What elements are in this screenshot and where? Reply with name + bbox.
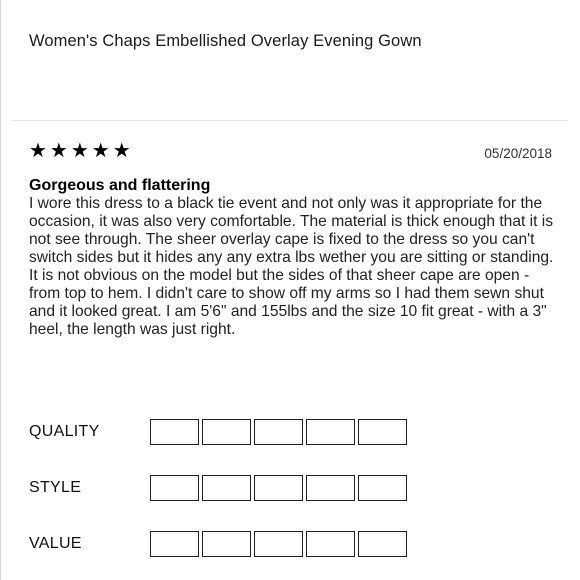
- review-body: I wore this dress to a black tie event and not only was it appropriate for the occasion, it was also very comfortable. The material is thick enough that it is not see through. The sheer overlay cape is fixed to the dress so you can't switch sides but it hides any any extra lbs wether you are sitting or standing. It is not obvious on the model but the sides of that sheer cape are open - from top to hem. I didn't care to show off my arms so I had them sewn shut and it looked great. I am 5'6" and 155lbs and the size 10 fit great - with a 3" heel, the length was just right.: [29, 195, 554, 338]
- rating-label-style: STYLE: [29, 479, 82, 496]
- rating-box[interactable]: [202, 419, 251, 445]
- rating-boxes-value: [150, 531, 407, 557]
- review-heading: Gorgeous and flattering: [29, 177, 211, 194]
- rating-box[interactable]: [254, 531, 303, 557]
- rating-box[interactable]: [358, 531, 407, 557]
- review-date: 05/20/2018: [484, 146, 552, 161]
- rating-box[interactable]: [150, 531, 199, 557]
- rating-box[interactable]: [202, 475, 251, 501]
- rating-box[interactable]: [358, 419, 407, 445]
- rating-label-quality: QUALITY: [29, 423, 100, 440]
- star-rating: ★★★★★: [29, 140, 134, 162]
- rating-box[interactable]: [150, 475, 199, 501]
- rating-box[interactable]: [306, 419, 355, 445]
- header-divider: [12, 120, 568, 121]
- rating-box[interactable]: [306, 531, 355, 557]
- rating-boxes-quality: [150, 419, 407, 445]
- rating-box[interactable]: [150, 419, 199, 445]
- rating-boxes-style: [150, 475, 407, 501]
- rating-box[interactable]: [254, 475, 303, 501]
- rating-label-value: VALUE: [29, 535, 82, 552]
- rating-box[interactable]: [202, 531, 251, 557]
- rating-box[interactable]: [306, 475, 355, 501]
- rating-box[interactable]: [358, 475, 407, 501]
- left-edge-border: [0, 0, 1, 580]
- product-title: Women's Chaps Embellished Overlay Evening Gown: [29, 32, 422, 50]
- rating-box[interactable]: [254, 419, 303, 445]
